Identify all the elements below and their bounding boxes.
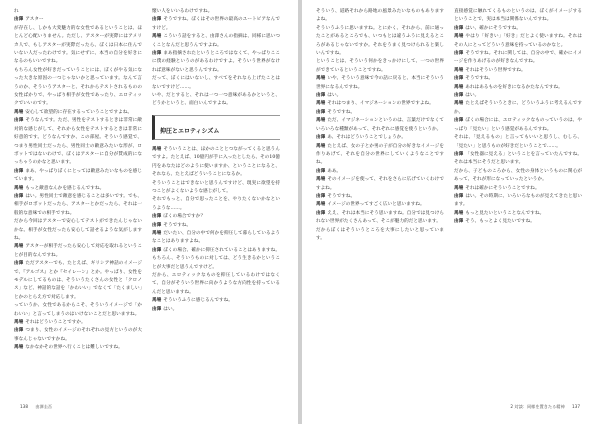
- dialogue-paragraph: [152, 196, 280, 213]
- dialogue-paragraph: [454, 151, 582, 168]
- dialogue-text: やはり「好きい」「好き」だとよく使いますね。それはその人にとってどういう意味を持っているのかなと。: [454, 34, 582, 48]
- dialogue-paragraph: [316, 193, 444, 201]
- dialogue-text: あれはあるものを好きになるかたなんですね。: [465, 84, 563, 90]
- dialogue-text: もちろん女性が好きだっていうことには、ぼくがやる気になった大きな原因の一つじゃないかと思っています。なんて言うのか、そういうアスターと、それからテストされるものの女性ばかりで、やっぱり相手が女性であったり、エロティックでいいのです。: [14, 67, 142, 107]
- dialogue-text: そういうふうに感じるんですね。: [163, 298, 233, 304]
- dialogue-paragraph: [14, 218, 142, 243]
- dialogue-paragraph: [454, 168, 582, 185]
- dialogue-paragraph: [454, 218, 582, 226]
- dialogue-text: そうですね。ぼくはその世界の最高のユートピアなんですけど。: [152, 17, 280, 31]
- dialogue-paragraph: [454, 67, 582, 75]
- dialogue-paragraph: [14, 327, 142, 344]
- dialogue-text: 懐い人をいいるわけですね。: [152, 9, 213, 14]
- dialogue-text: が存在し、しかも大変魅力的な女性であるということは、ほとんど心配いりません。ただし、アスターが実際にはアメリカ人で、もしアスターが実際だったら、ぼくは日本に住んでいない人だったわけです。気にせずに、本当の自分を好きになるのもいいですね。: [14, 25, 142, 65]
- speaker-name: 由澤: [152, 247, 162, 253]
- dialogue-text: 直接感覚に触れてくるものというのは、ぼくがイメージするということで、実は本当は関係ないんですね。: [454, 9, 582, 23]
- dialogue-paragraph: [316, 134, 444, 142]
- section-heading-text: 抑圧とエロティシズム: [160, 127, 220, 135]
- speaker-name: 由澤: [14, 118, 24, 124]
- dialogue-paragraph: [14, 260, 142, 302]
- speaker-name: 馬場: [316, 101, 326, 107]
- dialogue-paragraph: [152, 92, 280, 109]
- speaker-name: 馬場: [454, 101, 464, 107]
- dialogue-paragraph: [454, 210, 582, 218]
- dialogue-text: ただ、イマジネーションというのは、言葉だけでなくていろいろな種類があって、それぞれに感覚を使うというか。: [316, 118, 444, 132]
- right-column-b: [454, 8, 582, 388]
- speaker-name: 由澤: [454, 151, 464, 157]
- dialogue-paragraph: [316, 176, 444, 193]
- dialogue-paragraph: [316, 100, 444, 108]
- dialogue-text: ええ、それは本当にそう思いますね。自分では見つけられない世界がたくさんあって、そこが魅力的だと思います。: [316, 210, 444, 225]
- left-page: [0, 0, 298, 424]
- left-page-footer: [14, 404, 52, 410]
- dialogue-paragraph: [454, 185, 582, 193]
- dialogue-text: たとえば、女の子とか男の子が自分の好きなイメージを作りあげて、それを自分の世界にしていくようなことですね。: [316, 143, 444, 166]
- speaker-name: 由澤: [454, 51, 464, 57]
- dialogue-text: はい。: [163, 306, 178, 312]
- speaker-name: 由澤: [454, 118, 464, 124]
- dialogue-text: そういうことは、ほかのこととつながってくると思うんですよ。たとえば、10億円が手に入ったとしたら、その10億円をあなたはどのように使いますか、ということになると、それなら、たとえばどういうことになるか。: [152, 146, 280, 178]
- dialogue-text: まあ指摘されたというところではなくて、やっぱりここに僕の経験というのがあるわけですよ。そういう世界がなければ意味がないと思うんですね。: [152, 51, 280, 73]
- dialogue-paragraph: [152, 297, 280, 305]
- dialogue-text: もっと見たいということなんですね。: [465, 210, 545, 216]
- page-number: 138: [20, 404, 28, 409]
- dialogue-paragraph: [14, 109, 142, 117]
- dialogue-paragraph: [316, 143, 444, 168]
- speaker-name: 馬場: [152, 146, 162, 152]
- speaker-name: 馬場: [14, 345, 24, 351]
- speaker-name: 由澤: [152, 17, 162, 23]
- speaker-name: 馬場: [316, 143, 326, 149]
- dialogue-paragraph: [152, 222, 280, 230]
- dialogue-text: だから、子どものころから、女性の身体というものに関心があって、それが形になっていったというか。: [454, 168, 582, 183]
- dialogue-text: ああ。: [327, 168, 342, 174]
- dialogue-paragraph: [316, 168, 444, 176]
- dialogue-paragraph: [152, 33, 280, 50]
- dialogue-paragraph: [152, 50, 280, 75]
- dialogue-paragraph: [316, 227, 444, 244]
- dialogue-paragraph: [454, 92, 582, 100]
- dialogue-text: そのイメージを使って、それをさらに広げていくわけですよね。: [316, 177, 444, 191]
- dialogue-paragraph: [14, 344, 142, 352]
- dialogue-paragraph: [152, 213, 280, 221]
- dialogue-text: はい。男性同士で敵意を感じることは多いです。でも、相手がロボットだったら、アスターとかだったら、それは一般的な意味での相手ですね。: [14, 193, 142, 216]
- dialogue-text: 安心して欲望的に存在するっていうことですよね。: [25, 109, 133, 115]
- dialogue-paragraph: [152, 8, 280, 16]
- speaker-name: 馬場: [14, 109, 24, 115]
- speaker-name: 由澤: [316, 193, 326, 199]
- dialogue-paragraph: [152, 146, 280, 180]
- dialogue-text: アスターが相手だったら安心して対応を取れるということが目的なんですね。: [14, 244, 142, 258]
- dialogue-text: ぼくの場合、確かに抑圧されていることはありますね。もちろん、そういうものに対しては、どう生きるかということが大事だと思うんですけど。: [152, 247, 280, 270]
- dialogue-paragraph: [454, 75, 582, 83]
- speaker-name: 馬場: [14, 244, 24, 250]
- dialogue-text: ただアスターでも、たとえば、ギリシア神話のイメージで、『アルゴス』とか『セイレーン』とか。やっぱり、女性をモデルにしてるものは、そういうたくさんの女性と「クロノス」など、神話的な話を「かわいい」でなくて「たくましい」とかのとらえ方で対応します。: [14, 261, 142, 300]
- running-title: 由澤圭吾: [35, 404, 53, 409]
- running-title: 2 対談：同様を置きたる精神: [510, 404, 565, 409]
- dialogue-paragraph: [316, 92, 444, 100]
- dialogue-text: そうですね。: [327, 109, 356, 115]
- speaker-name: 由澤: [14, 261, 24, 267]
- dialogue-text: そういう、道路それから路地の風景みたいなものもありますよね。: [316, 9, 444, 23]
- left-column-a: [14, 8, 142, 388]
- dialogue-paragraph: [152, 180, 280, 197]
- dialogue-paragraph: [454, 134, 582, 151]
- dialogue-text: あ、それはどういうことでしょうか。: [327, 135, 407, 141]
- dialogue-text: はい、確かにそうですね。: [465, 25, 522, 31]
- dialogue-paragraph: [316, 25, 444, 59]
- dialogue-text: こういう話をすると、由澤さんの指摘は、同様に思いつくことなんだと思うんですよね。: [152, 34, 280, 48]
- dialogue-paragraph: [14, 168, 142, 185]
- dialogue-text: それはどういうことですか。: [25, 320, 86, 326]
- dialogue-text: 「女性器に見える」ということを言っていたんですね。それは本当にそうだと思います。: [454, 151, 582, 166]
- dialogue-text: だから、エロティックなものを抑圧しているわけではなくて、自分がそういう世界に向かうような方向性を持っているんだと思いますね。: [152, 272, 280, 295]
- dialogue-paragraph: [152, 272, 280, 297]
- dialogue-text: もっと敵意なんかを感じるんですね。: [25, 185, 105, 191]
- dialogue-paragraph: [454, 100, 582, 117]
- dialogue-text: それでもっと、自分で思ったことを、やりたくないかなというような……。: [152, 197, 280, 211]
- dialogue-paragraph: [454, 50, 582, 67]
- dialogue-paragraph: [14, 8, 142, 16]
- speaker-name: 馬場: [152, 298, 162, 304]
- speaker-name: 由澤: [316, 135, 326, 141]
- speaker-name: 馬場: [454, 67, 464, 73]
- dialogue-text: だからぼくはそういうところを大事にしたいと思っています。: [316, 227, 444, 241]
- speaker-name: 由澤: [152, 51, 162, 57]
- dialogue-text: はい。その時期に、いろいろなものが見えてきたと思います。: [454, 193, 582, 208]
- speaker-name: 馬場: [454, 185, 464, 191]
- speaker-name: 由澤: [454, 219, 464, 225]
- dialogue-paragraph: [454, 84, 582, 92]
- speaker-name: 由澤: [152, 214, 162, 220]
- dialogue-paragraph: [454, 117, 582, 134]
- dialogue-paragraph: [14, 193, 142, 218]
- dialogue-paragraph: [14, 185, 142, 193]
- dialogue-paragraph: [316, 109, 444, 117]
- dialogue-text: そういうふうに思いますね。とにかく、それから、前に通ったことがあるところでも、いつもとは違うふうに見えるところがあるじゃないですか。それをうまく見つけられると楽しいんですね。: [316, 25, 444, 57]
- dialogue-paragraph: [152, 306, 280, 314]
- dialogue-text: そうなんです。ただ、男性をテストするときは非常に敵対的な感じがして、それから女性をテストするときは非常に好意的です。どうなんですか、この部屋。そういう感覚で、つまり男性同士だったら、男性同士の敵意みたいな形が、ロボットではないわけで、ぼくはアスターに自分が賛成的になっちゃうのかなと思います。: [14, 118, 142, 166]
- dialogue-text: ぼくの場合には、エロティックなものっていうのは、やっぱり「見たい」という感覚があるんですね。: [454, 118, 582, 132]
- dialogue-paragraph: [14, 25, 142, 67]
- speaker-name: 由澤: [454, 76, 464, 82]
- dialogue-text: なかなかその世界へ行くことは難しいですね。: [25, 345, 123, 351]
- dialogue-paragraph: [14, 319, 142, 327]
- dialogue-text: アスター: [25, 17, 44, 23]
- section-heading: [152, 115, 280, 140]
- right-column-a: [316, 8, 444, 388]
- speaker-name: 由澤: [14, 193, 24, 199]
- dialogue-paragraph: [316, 75, 444, 92]
- speaker-name: 由澤: [316, 210, 326, 216]
- dialogue-paragraph: [316, 58, 444, 75]
- speaker-name: 馬場: [152, 230, 162, 236]
- dialogue-paragraph: [14, 243, 142, 260]
- speaker-name: 由澤: [454, 25, 464, 31]
- dialogue-paragraph: [152, 75, 280, 92]
- speaker-name: 由澤: [14, 17, 24, 23]
- speaker-name: 由澤: [316, 93, 326, 99]
- dialogue-text: ということは、そういう何かをきっかけにして、一つの世界ができているということですね。: [316, 59, 444, 73]
- speaker-name: 馬場: [316, 118, 326, 124]
- dialogue-text: いや、そういう意味で今の話に戻ると、本当にそういう世界になるんですね。: [316, 76, 444, 90]
- dialogue-text: はい。: [465, 93, 480, 99]
- dialogue-paragraph: [316, 117, 444, 134]
- dialogue-text: っていうか、女性であるからこそ、そういうイメージで「かわいい」と言ってしまうのはいけないことだと思いますね。: [14, 303, 142, 317]
- dialogue-paragraph: [14, 16, 142, 24]
- dialogue-text: そうですね。: [465, 76, 494, 82]
- speaker-name: 由澤: [316, 168, 326, 174]
- speaker-name: 由澤: [454, 93, 464, 99]
- page-number: 137: [572, 404, 580, 409]
- dialogue-paragraph: [14, 67, 142, 109]
- dialogue-text: それはつまり、イマジネーションの世界ですよね。: [327, 101, 434, 107]
- right-page-footer: [510, 404, 586, 410]
- dialogue-paragraph: [14, 302, 142, 319]
- dialogue-text: そう、もっとよく見たいですね。: [465, 219, 535, 225]
- speaker-name: 馬場: [14, 185, 24, 191]
- dialogue-paragraph: [454, 8, 582, 25]
- dialogue-text: そういうことはできないと思うんですけど、現実に欲望を持つことがよくないような感じがして。: [152, 180, 280, 194]
- dialogue-text: だいたい、自分の中で何かを抑圧して暮らしているようなことはありますよね。: [152, 230, 280, 245]
- dialogue-text: それは確かにそういうことですね。: [465, 185, 540, 191]
- dialogue-text: いや、だとすると、それは一つ一つ意味があるかというと、どうかというと、面白いんですよね。: [152, 93, 280, 107]
- speaker-name: 馬場: [152, 34, 162, 40]
- dialogue-text: それは、「見えるもの」と言ってもいいと思うし、むしろ、「見たい」と思うものが好きだということで……。: [454, 135, 582, 149]
- dialogue-paragraph: [454, 33, 582, 50]
- left-column-b: [152, 8, 280, 388]
- dialogue-paragraph: [14, 117, 142, 167]
- dialogue-paragraph: [316, 8, 444, 25]
- dialogue-text: たとえばそういうときに、どういうふうに考えるんですか。: [454, 101, 582, 115]
- dialogue-paragraph: [454, 25, 582, 33]
- speaker-name: 馬場: [316, 76, 326, 82]
- dialogue-paragraph: [316, 201, 444, 209]
- speaker-name: 馬場: [454, 210, 464, 216]
- speaker-name: 由澤: [14, 328, 24, 334]
- dialogue-text: はい。: [327, 93, 342, 99]
- dialogue-text: ぼくの場合ですか？: [163, 214, 206, 220]
- dialogue-paragraph: [454, 193, 582, 210]
- speaker-name: 由澤: [152, 222, 162, 228]
- dialogue-text: だから今回はアスターで安心してテストができたんじゃないかな。相手が女性だったら安心して話せるような気がしますね。: [14, 219, 142, 241]
- speaker-name: 馬場: [316, 202, 326, 208]
- dialogue-paragraph: [152, 16, 280, 33]
- speaker-name: 馬場: [14, 320, 24, 326]
- speaker-name: 馬場: [454, 84, 464, 90]
- dialogue-text: まあ、やっぱりぼくにとっては敵意みたいなものを感じています。: [14, 168, 142, 183]
- dialogue-text: そうですね。: [163, 222, 192, 228]
- dialogue-text: れ: [14, 9, 19, 14]
- dialogue-text: イメージの世界ってすごく広いと思いますね。: [327, 202, 425, 208]
- dialogue-paragraph: [152, 230, 280, 247]
- dialogue-paragraph: [316, 210, 444, 227]
- speaker-name: 由澤: [454, 193, 464, 199]
- dialogue-text: だって、ぼくにはいないし、すべてをそれなら上げたことはないですけど……。: [152, 76, 280, 90]
- dialogue-text: そうですね。: [327, 193, 356, 199]
- speaker-name: 馬場: [454, 34, 464, 40]
- speaker-name: 由澤: [152, 306, 162, 312]
- speaker-name: 由澤: [316, 109, 326, 115]
- dialogue-text: それはそういう世界ですね。: [465, 67, 526, 73]
- dialogue-text: そうですね。それに関しては、自分の中で、確かにイメージを作りあげるのが好きなんですね。: [454, 51, 582, 65]
- right-page: [302, 0, 600, 424]
- speaker-name: 馬場: [316, 177, 326, 183]
- dialogue-paragraph: [152, 247, 280, 272]
- speaker-name: 由澤: [14, 168, 24, 174]
- dialogue-text: つまり、女性のイメージのそれぞれの見方というのが大事なんじゃないですかね。: [14, 328, 142, 342]
